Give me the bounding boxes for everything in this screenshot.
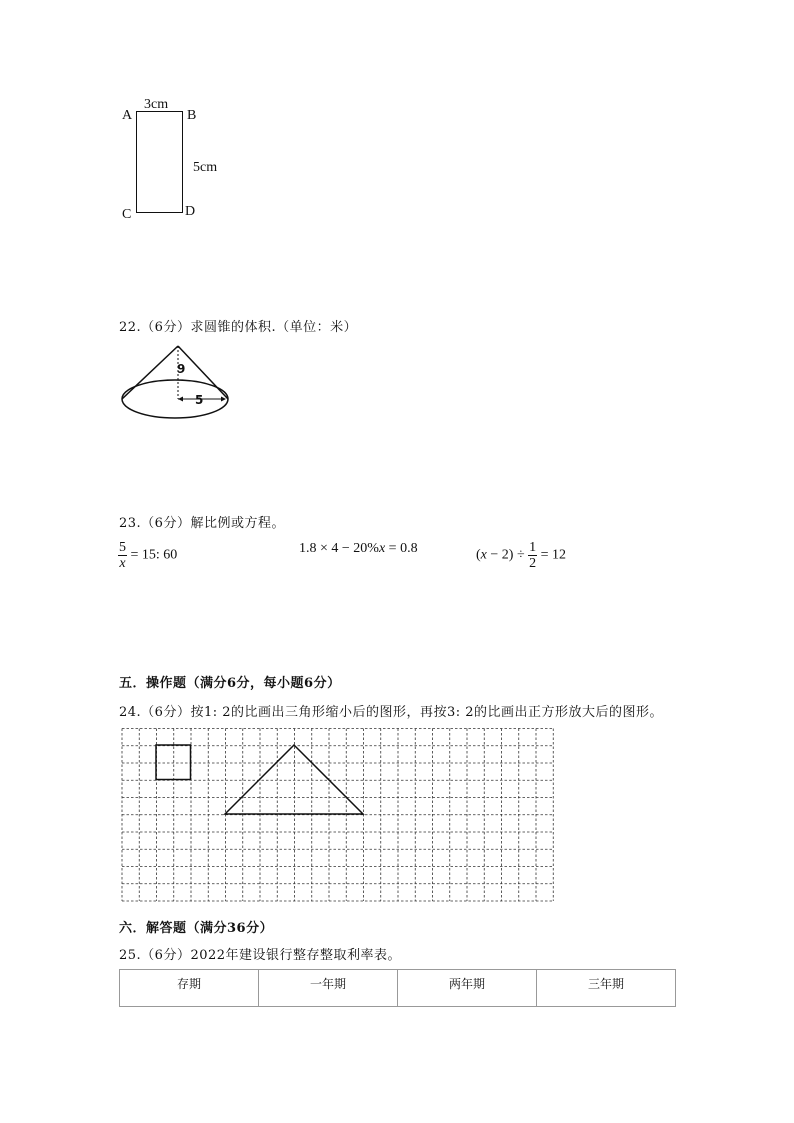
- eq1-numerator: 5: [119, 540, 126, 555]
- eq1-fraction: [118, 540, 127, 571]
- rectangle-shape: [136, 111, 183, 213]
- cone-figure: [115, 340, 235, 425]
- question-25-text: 25.（6分）2022年建设银行整存整取利率表。: [119, 948, 402, 963]
- section-5-title: 五．操作题（满分6分，每小题6分）: [119, 676, 341, 691]
- equation-1: [118, 540, 177, 571]
- eq1-rest: = 15: 60: [130, 547, 178, 563]
- rect-side-label: 5cm: [193, 160, 218, 175]
- table-header-row: [120, 970, 676, 1007]
- table-header-cell: 一年期: [259, 970, 398, 1007]
- vertex-d-label: D: [185, 204, 196, 219]
- eq3-var: x: [480, 547, 487, 563]
- table-header-cell: 存期: [120, 970, 259, 1007]
- table-header-cell: 三年期: [537, 970, 676, 1007]
- question-23-text: 23.（6分）解比例或方程。: [119, 516, 285, 531]
- cone-height-label: 9: [177, 362, 186, 376]
- eq3-rest: = 12: [537, 547, 567, 563]
- equation-2: [299, 541, 418, 557]
- equation-3: [476, 540, 566, 571]
- grid-triangle-shape: [225, 745, 363, 814]
- question-22-text: 22.（6分）求圆锥的体积.（单位：米）: [119, 320, 358, 335]
- eq1-denominator: x: [119, 556, 126, 571]
- eq3-fraction: [528, 540, 537, 571]
- grid-square-shape: [156, 745, 191, 780]
- section-6-title: 六．解答题（满分36分）: [119, 921, 274, 936]
- table-header-cell: 两年期: [398, 970, 537, 1007]
- vertex-c-label: C: [122, 207, 132, 222]
- eq3-numerator: 1: [529, 540, 537, 555]
- interest-rate-table: [119, 969, 676, 1007]
- rect-top-label: 3cm: [144, 97, 169, 112]
- eq2-pre: 1.8 × 4 − 20%: [299, 541, 379, 556]
- question-24-text: 24.（6分）按1: 2的比画出三角形缩小后的图形，再按3: 2的比画出正方形放大后的图形。: [119, 705, 664, 720]
- eq3-mid: − 2) ÷: [486, 547, 529, 563]
- vertex-b-label: B: [187, 108, 197, 123]
- eq2-var: x: [378, 541, 386, 556]
- eq2-rest: = 0.8: [385, 541, 418, 556]
- drawing-grid: [121, 728, 555, 902]
- eq3-denominator: 2: [529, 556, 537, 571]
- vertex-a-label: A: [122, 108, 133, 123]
- eq3-open: (: [476, 547, 481, 563]
- cone-radius-label: 5: [195, 393, 204, 407]
